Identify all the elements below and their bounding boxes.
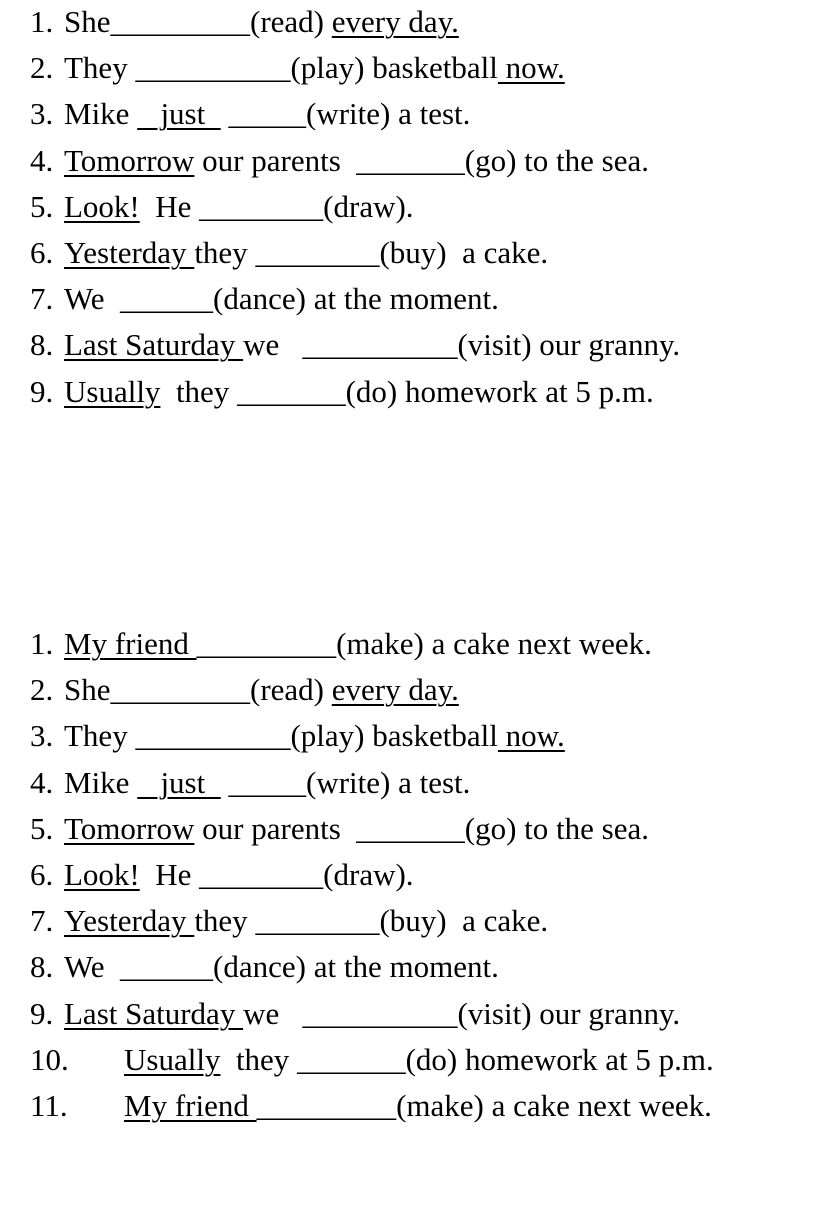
- sentence-text: (visit) our granny.: [457, 995, 681, 1031]
- answer-blank: ________: [255, 235, 380, 270]
- sentence-text: They: [64, 718, 136, 754]
- sentence-text: He: [139, 857, 200, 892]
- item-number: 4.: [30, 142, 54, 178]
- sentence-text: Last Saturday: [64, 995, 244, 1031]
- sentence-text: (go) to the sea.: [464, 810, 649, 846]
- item-number: 8.: [30, 949, 54, 985]
- sentence-text: (buy) a cake.: [379, 903, 549, 939]
- answer-blank: __________: [302, 327, 458, 363]
- item-number: 4.: [30, 764, 54, 800]
- exercise-line: [30, 187, 414, 227]
- exercise-line: [30, 670, 459, 710]
- answer-blank: ______: [120, 949, 214, 985]
- item-number: 6.: [30, 235, 54, 270]
- sentence-text: (go) to the sea.: [464, 142, 649, 178]
- answer-blank: _______: [297, 1041, 406, 1077]
- exercise-line: [30, 624, 652, 664]
- sentence-text: We: [64, 949, 121, 985]
- exercise-line: [30, 48, 565, 88]
- sentence-text: (do) homework at 5 p.m.: [405, 1041, 714, 1077]
- answer-blank: __________: [135, 50, 291, 86]
- exercise-line: [30, 325, 680, 365]
- exercise-line: [30, 1040, 714, 1080]
- answer-blank: ______: [120, 281, 214, 317]
- sentence-text: Tomorrow: [64, 810, 195, 846]
- sentence-text: My friend: [64, 626, 197, 661]
- item-number: 11.: [30, 1088, 68, 1123]
- sentence-text: (read): [250, 672, 332, 708]
- sentence-text: Usually: [124, 1041, 221, 1077]
- exercise-line: [30, 1086, 712, 1126]
- sentence-text: We: [64, 281, 121, 317]
- item-number: 9.: [30, 373, 54, 409]
- sentence-text: Mike: [64, 96, 138, 132]
- item-number: 7.: [30, 903, 54, 939]
- sentence-text: we: [243, 327, 303, 363]
- item-number: 8.: [30, 327, 54, 363]
- item-number: 5.: [30, 810, 54, 846]
- exercise-line: [30, 279, 499, 319]
- sentence-text: just: [137, 96, 221, 132]
- sentence-text: (read): [250, 4, 332, 39]
- exercise-line: [30, 94, 470, 134]
- answer-blank: __________: [302, 995, 458, 1031]
- sentence-text: (play) basketball: [290, 50, 498, 86]
- item-number: 10.: [30, 1041, 69, 1077]
- sentence-text: (dance) at the moment.: [213, 281, 499, 317]
- answer-blank: _________: [110, 4, 250, 39]
- exercise-line: [30, 994, 680, 1034]
- sentence-text: They: [64, 50, 136, 86]
- item-number: 5.: [30, 188, 54, 224]
- item-number: 1.: [30, 4, 54, 39]
- item-number: 6.: [30, 857, 54, 892]
- sentence-text: they: [220, 1041, 298, 1077]
- item-number: 7.: [30, 281, 54, 317]
- answer-blank: ________: [255, 903, 380, 939]
- sentence-text: every day.: [331, 672, 459, 708]
- answer-blank: _________: [256, 1088, 397, 1123]
- sentence-text: My friend: [124, 1088, 257, 1123]
- exercise-line: [30, 947, 499, 987]
- sentence-text: She: [64, 672, 111, 708]
- answer-blank: __________: [135, 718, 291, 754]
- item-number: 3.: [30, 718, 54, 754]
- exercise-line: [30, 716, 565, 756]
- item-number: 2.: [30, 672, 54, 708]
- answer-blank: _________: [196, 626, 337, 661]
- exercise-line: [30, 233, 548, 273]
- answer-blank: _________: [110, 672, 250, 708]
- answer-blank: _____: [220, 764, 306, 800]
- sentence-text: now.: [497, 718, 565, 754]
- sentence-text: She: [64, 4, 111, 39]
- sentence-text: Look!: [64, 188, 140, 224]
- item-number: 2.: [30, 50, 54, 86]
- sentence-text: (dance) at the moment.: [213, 949, 499, 985]
- sentence-text: (write) a test.: [305, 764, 471, 800]
- sentence-text: they: [194, 903, 256, 939]
- answer-blank: ________: [199, 188, 324, 224]
- exercise-line: [30, 901, 548, 941]
- sentence-text: every day.: [331, 4, 459, 39]
- exercise-line: [30, 372, 654, 412]
- sentence-text: (write) a test.: [305, 96, 471, 132]
- exercise-line: [30, 2, 459, 42]
- answer-blank: ________: [199, 857, 324, 892]
- item-number: 3.: [30, 96, 54, 132]
- sentence-text: just: [137, 764, 221, 800]
- sentence-text: (buy) a cake.: [379, 235, 549, 270]
- sentence-text: our parents: [194, 142, 357, 178]
- sentence-text: (do) homework at 5 p.m.: [345, 373, 654, 409]
- sentence-text: Tomorrow: [64, 142, 195, 178]
- answer-blank: _____: [220, 96, 306, 132]
- sentence-text: (draw).: [323, 857, 414, 892]
- sentence-text: our parents: [194, 810, 357, 846]
- item-number: 9.: [30, 995, 54, 1031]
- sentence-text: (make) a cake next week.: [396, 1088, 712, 1123]
- item-number: 1.: [30, 626, 54, 661]
- sentence-text: He: [139, 188, 200, 224]
- sentence-text: Yesterday: [64, 235, 195, 270]
- sentence-text: we: [243, 995, 303, 1031]
- exercise-line: [30, 855, 414, 895]
- sentence-text: they: [194, 235, 256, 270]
- sentence-text: (draw).: [323, 188, 414, 224]
- sentence-text: (visit) our granny.: [457, 327, 681, 363]
- sentence-text: Last Saturday: [64, 327, 244, 363]
- sentence-text: Yesterday: [64, 903, 195, 939]
- sentence-text: Usually: [64, 373, 161, 409]
- answer-blank: _______: [356, 142, 465, 178]
- sentence-text: now.: [497, 50, 565, 86]
- exercise-line: [30, 809, 649, 849]
- answer-blank: _______: [356, 810, 465, 846]
- sentence-text: (make) a cake next week.: [336, 626, 652, 661]
- sentence-text: (play) basketball: [290, 718, 498, 754]
- sentence-text: Mike: [64, 764, 138, 800]
- sentence-text: they: [160, 373, 238, 409]
- exercise-line: [30, 763, 470, 803]
- exercise-line: [30, 141, 649, 181]
- sentence-text: Look!: [64, 857, 140, 892]
- answer-blank: _______: [237, 373, 346, 409]
